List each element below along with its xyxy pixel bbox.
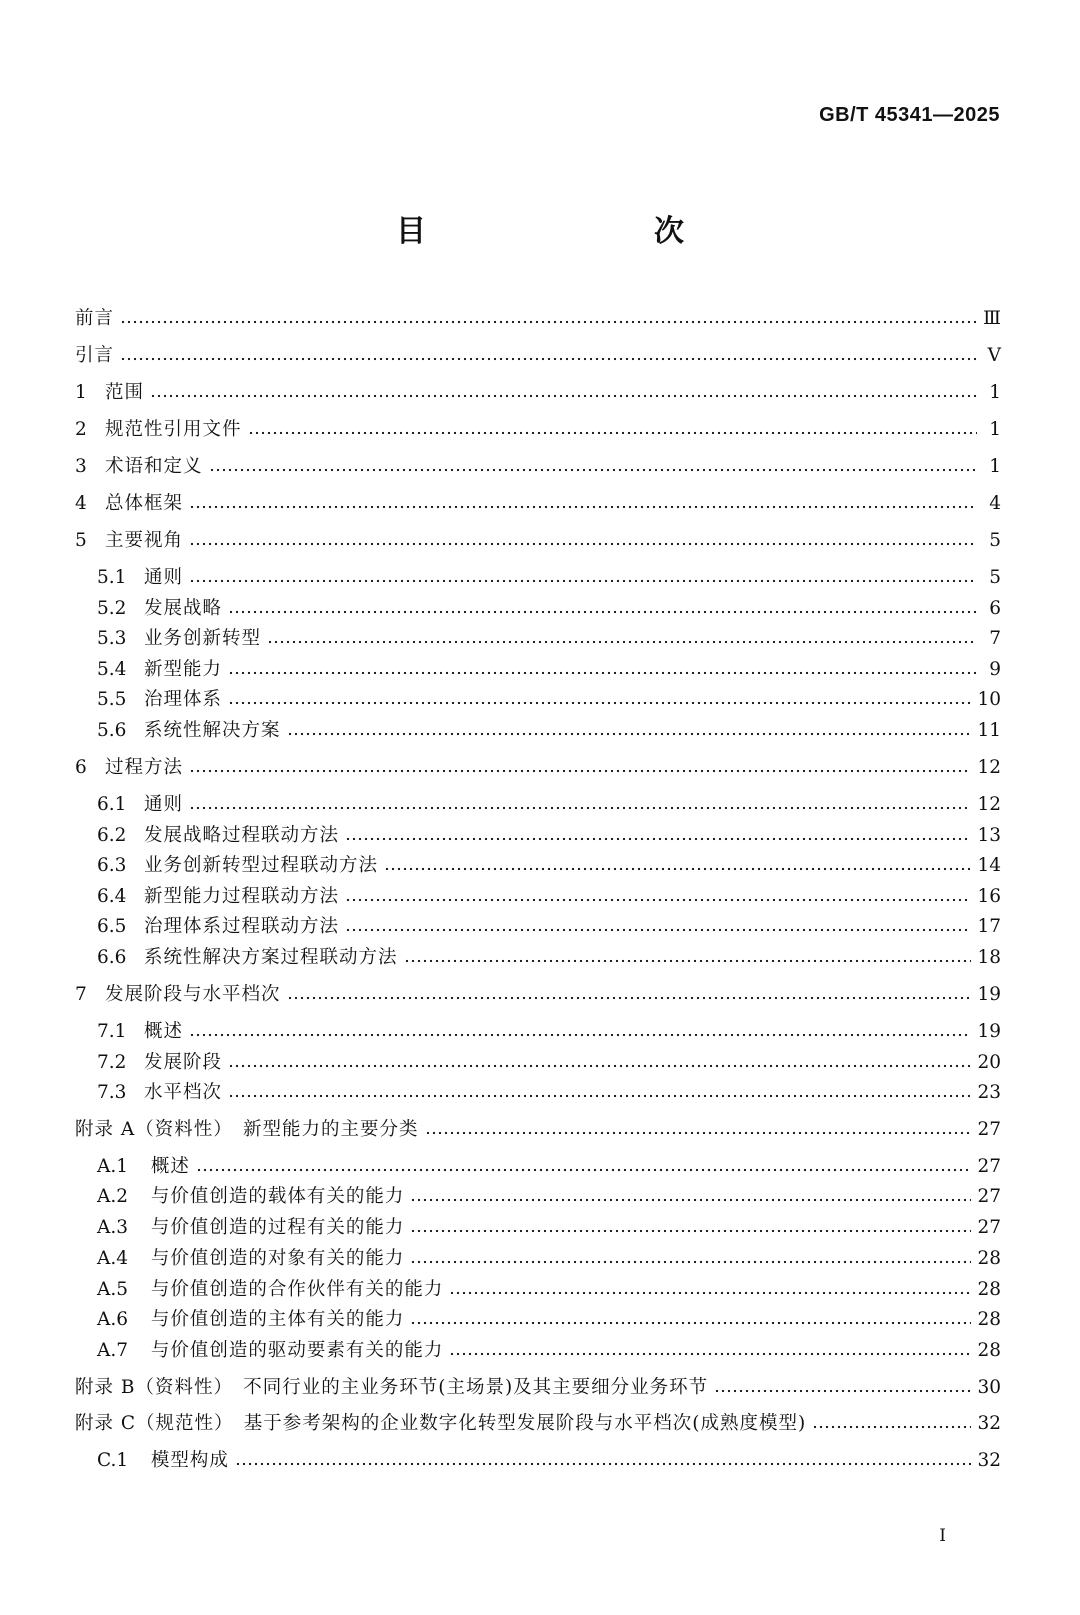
dot-leader	[248, 430, 977, 436]
toc-entry-number: A.4	[97, 1248, 129, 1269]
toc-entry[interactable]	[75, 342, 1001, 370]
toc-entry-label: 规范性引用文件	[105, 419, 242, 440]
toc-entry-page: 7	[989, 628, 1001, 649]
toc-entry[interactable]	[97, 1153, 1001, 1181]
toc-entry-label: 术语和定义	[105, 456, 203, 477]
toc-entry-number: 4	[75, 493, 87, 514]
toc-entry-page: 1	[989, 382, 1001, 403]
toc-entry-label: 治理体系	[144, 689, 223, 710]
dot-leader	[345, 836, 971, 842]
toc-entry-page: 9	[989, 659, 1001, 680]
toc-entry-number: 6.4	[97, 886, 127, 907]
toc-entry-number: 7	[75, 984, 87, 1005]
dot-leader	[287, 731, 972, 737]
toc-entry-number: 1	[75, 382, 87, 403]
toc-entry-number: 6.2	[97, 825, 127, 846]
toc-entry-label: 引言	[75, 345, 115, 366]
dot-leader	[410, 1320, 971, 1326]
toc-entry-page: 32	[977, 1413, 1001, 1434]
toc-entry-label: 前言	[75, 308, 115, 329]
toc-entry-label: 通则	[144, 567, 184, 588]
toc-entry[interactable]	[75, 416, 1001, 444]
toc-entry-label: 业务创新转型过程联动方法	[144, 855, 379, 876]
toc-entry-page: 17	[977, 916, 1001, 937]
toc-entry-number: A.2	[97, 1186, 129, 1207]
toc-entry[interactable]	[97, 1018, 1001, 1046]
toc-entry-number: 7.3	[97, 1082, 127, 1103]
toc-entry-number: C.1	[97, 1450, 129, 1471]
toc-entry-number: A.3	[97, 1217, 129, 1238]
dot-leader	[449, 1290, 971, 1296]
dot-leader	[120, 356, 977, 362]
toc-title: 目 次	[396, 214, 740, 249]
toc-entry-page: 20	[977, 1052, 1001, 1073]
toc-entry[interactable]	[75, 1374, 1001, 1402]
toc-entry-label: 水平档次	[144, 1082, 223, 1103]
toc-entry-number: 5.2	[97, 598, 127, 619]
dot-leader	[287, 995, 972, 1001]
toc-entry-label: 范围	[105, 382, 145, 403]
toc-entry[interactable]	[97, 564, 1001, 592]
toc-entry-label: 与价值创造的过程有关的能力	[144, 1217, 405, 1238]
toc-entry-label: 概述	[144, 1156, 190, 1177]
toc-entry-page: 12	[977, 794, 1001, 815]
toc-entry[interactable]	[75, 981, 1001, 1009]
toc-entry-number: 2	[75, 419, 87, 440]
toc-entry-number: 6.6	[97, 947, 127, 968]
dot-leader	[425, 1130, 972, 1136]
toc-entry[interactable]	[97, 822, 1001, 850]
toc-entry-label: 系统性解决方案过程联动方法	[144, 947, 398, 968]
toc-entry[interactable]	[97, 883, 1001, 911]
toc-entry-number: 6	[75, 757, 87, 778]
toc-entry-number: 5	[75, 530, 87, 551]
toc-entry[interactable]	[75, 754, 1001, 782]
toc-entry-label: 总体框架	[105, 493, 184, 514]
dot-leader	[189, 805, 971, 811]
dot-leader	[267, 639, 977, 645]
toc-entry-page: 1	[989, 419, 1001, 440]
toc-entry-label: 主要视角	[105, 530, 184, 551]
toc-entry[interactable]	[97, 1447, 1001, 1475]
toc-entry-page: 27	[977, 1119, 1001, 1140]
toc-entry-label: 发展战略过程联动方法	[144, 825, 340, 846]
toc-entry-label: 附录 A（资料性） 新型能力的主要分类	[75, 1119, 419, 1140]
toc-entry[interactable]	[75, 1116, 1001, 1144]
dot-leader	[404, 958, 972, 964]
toc-entry-page: 19	[977, 984, 1001, 1005]
toc-entry-page: 18	[977, 947, 1001, 968]
toc-entry-page: 28	[977, 1279, 1001, 1300]
toc-entry[interactable]	[97, 1276, 1001, 1304]
toc-entry-label: 业务创新转型	[144, 628, 262, 649]
dot-leader	[196, 1167, 972, 1173]
toc-entry[interactable]	[97, 595, 1001, 623]
toc-entry-page: 30	[977, 1377, 1001, 1398]
toc-entry[interactable]	[75, 527, 1001, 555]
toc-entry-page: 27	[977, 1156, 1001, 1177]
toc-entry[interactable]	[97, 1183, 1001, 1211]
toc-entry-number: A.6	[97, 1309, 129, 1330]
toc-entry-number: 6.1	[97, 794, 127, 815]
dot-leader	[150, 393, 977, 399]
toc-entry-label: 系统性解决方案	[144, 720, 281, 741]
toc-entry-page: 28	[977, 1309, 1001, 1330]
dot-leader	[714, 1388, 971, 1394]
toc-entry-label: 与价值创造的驱动要素有关的能力	[144, 1340, 444, 1361]
toc-entry-page: 6	[989, 598, 1001, 619]
toc-entry-number: 5.5	[97, 689, 127, 710]
dot-leader	[410, 1228, 971, 1234]
toc-entry-number: A.7	[97, 1340, 129, 1361]
toc-entry[interactable]	[97, 1306, 1001, 1334]
toc-entry-number: 7.2	[97, 1052, 127, 1073]
toc-entry-page: 10	[977, 689, 1001, 710]
toc-entry[interactable]	[75, 379, 1001, 407]
toc-entry-label: 与价值创造的合作伙伴有关的能力	[144, 1279, 444, 1300]
dot-leader	[410, 1197, 971, 1203]
toc-entry[interactable]	[75, 305, 1001, 333]
toc-entry-label: 通则	[144, 794, 184, 815]
toc-entry-page: 11	[977, 720, 1001, 741]
toc-entry-page: Ⅴ	[987, 345, 1001, 366]
toc-entry[interactable]	[97, 717, 1001, 745]
dot-leader	[228, 609, 977, 615]
toc-entry[interactable]	[97, 656, 1001, 684]
toc-entry-page: 5	[989, 567, 1001, 588]
toc-entry-number: 6.5	[97, 916, 127, 937]
toc-entry-page: 19	[977, 1021, 1001, 1042]
toc-entry-label: 发展阶段	[144, 1052, 223, 1073]
toc-entry-page: 32	[977, 1450, 1001, 1471]
toc-entry-label: 附录 C（规范性） 基于参考架构的企业数字化转型发展阶段与水平档次(成熟度模型)	[75, 1413, 807, 1434]
dot-leader	[209, 467, 977, 473]
toc-entry-label: 过程方法	[105, 757, 184, 778]
toc-entry-number: 6.3	[97, 855, 127, 876]
toc-entry-page: 27	[977, 1217, 1001, 1238]
toc-entry[interactable]	[97, 913, 1001, 941]
dot-leader	[228, 700, 971, 706]
toc-entry-number: 5.6	[97, 720, 127, 741]
toc-entry-number: A.5	[97, 1279, 129, 1300]
toc-entry-page: 4	[989, 493, 1001, 514]
dot-leader	[384, 866, 971, 872]
toc-entry-page: 13	[977, 825, 1001, 846]
dot-leader	[345, 927, 971, 933]
standard-code: GB/T 45341—2025	[819, 104, 1000, 126]
toc-entry[interactable]	[97, 791, 1001, 819]
dot-leader	[189, 541, 977, 547]
toc-entry-number: 7.1	[97, 1021, 127, 1042]
dot-leader	[228, 1093, 971, 1099]
toc-entry-number: 3	[75, 456, 87, 477]
toc-entry-label: 新型能力	[144, 659, 223, 680]
dot-leader	[235, 1461, 972, 1467]
toc-entry-label: 新型能力过程联动方法	[144, 886, 340, 907]
toc-entry[interactable]	[97, 852, 1001, 880]
toc-entry[interactable]	[97, 944, 1001, 972]
dot-leader	[812, 1424, 971, 1430]
dot-leader	[189, 504, 977, 510]
toc-entry-label: 概述	[144, 1021, 184, 1042]
dot-leader	[189, 578, 977, 584]
toc-entry-page: 16	[977, 886, 1001, 907]
toc-entry-label: 发展阶段与水平档次	[105, 984, 281, 1005]
dot-leader	[228, 1063, 971, 1069]
toc-entry[interactable]	[97, 686, 1001, 714]
page-number: I	[939, 1526, 946, 1546]
toc-entry-label: 治理体系过程联动方法	[144, 916, 340, 937]
toc-entry-page: 1	[989, 456, 1001, 477]
toc-entry-number: 5.3	[97, 628, 127, 649]
toc-entry[interactable]	[75, 1410, 1001, 1438]
toc-entry-page: 5	[989, 530, 1001, 551]
toc-entry-label: 附录 B（资料性） 不同行业的主业务环节(主场景)及其主要细分业务环节	[75, 1377, 709, 1398]
toc-entry-page: 27	[977, 1186, 1001, 1207]
toc-entry[interactable]	[97, 1079, 1001, 1107]
toc-entry[interactable]	[97, 625, 1001, 653]
toc-entry[interactable]	[97, 1245, 1001, 1273]
toc-entry-label: 与价值创造的主体有关的能力	[144, 1309, 405, 1330]
dot-leader	[189, 768, 971, 774]
dot-leader	[345, 897, 971, 903]
toc-entry-label: 模型构成	[144, 1450, 229, 1471]
toc-entry-page: 14	[977, 855, 1001, 876]
dot-leader	[120, 319, 977, 325]
dot-leader	[228, 670, 977, 676]
toc-entry[interactable]	[75, 490, 1001, 518]
toc-entry[interactable]	[97, 1337, 1001, 1365]
toc-entry[interactable]	[97, 1049, 1001, 1077]
toc-entry-page: 12	[977, 757, 1001, 778]
dot-leader	[410, 1259, 971, 1265]
toc-entry-page: 28	[977, 1248, 1001, 1269]
toc-entry-number: 5.4	[97, 659, 127, 680]
toc-entry-label: 与价值创造的载体有关的能力	[144, 1186, 405, 1207]
toc-entry[interactable]	[97, 1214, 1001, 1242]
toc-entry-page: 28	[977, 1340, 1001, 1361]
toc-entry-page: 23	[977, 1082, 1001, 1103]
dot-leader	[449, 1351, 971, 1357]
toc-entry-number: 5.1	[97, 567, 127, 588]
toc-entry-number: A.1	[97, 1156, 129, 1177]
toc-entry-page: Ⅲ	[983, 308, 1001, 329]
toc-entry-label: 发展战略	[144, 598, 223, 619]
toc-entry[interactable]	[75, 453, 1001, 481]
dot-leader	[189, 1032, 971, 1038]
toc-entry-label: 与价值创造的对象有关的能力	[144, 1248, 405, 1269]
